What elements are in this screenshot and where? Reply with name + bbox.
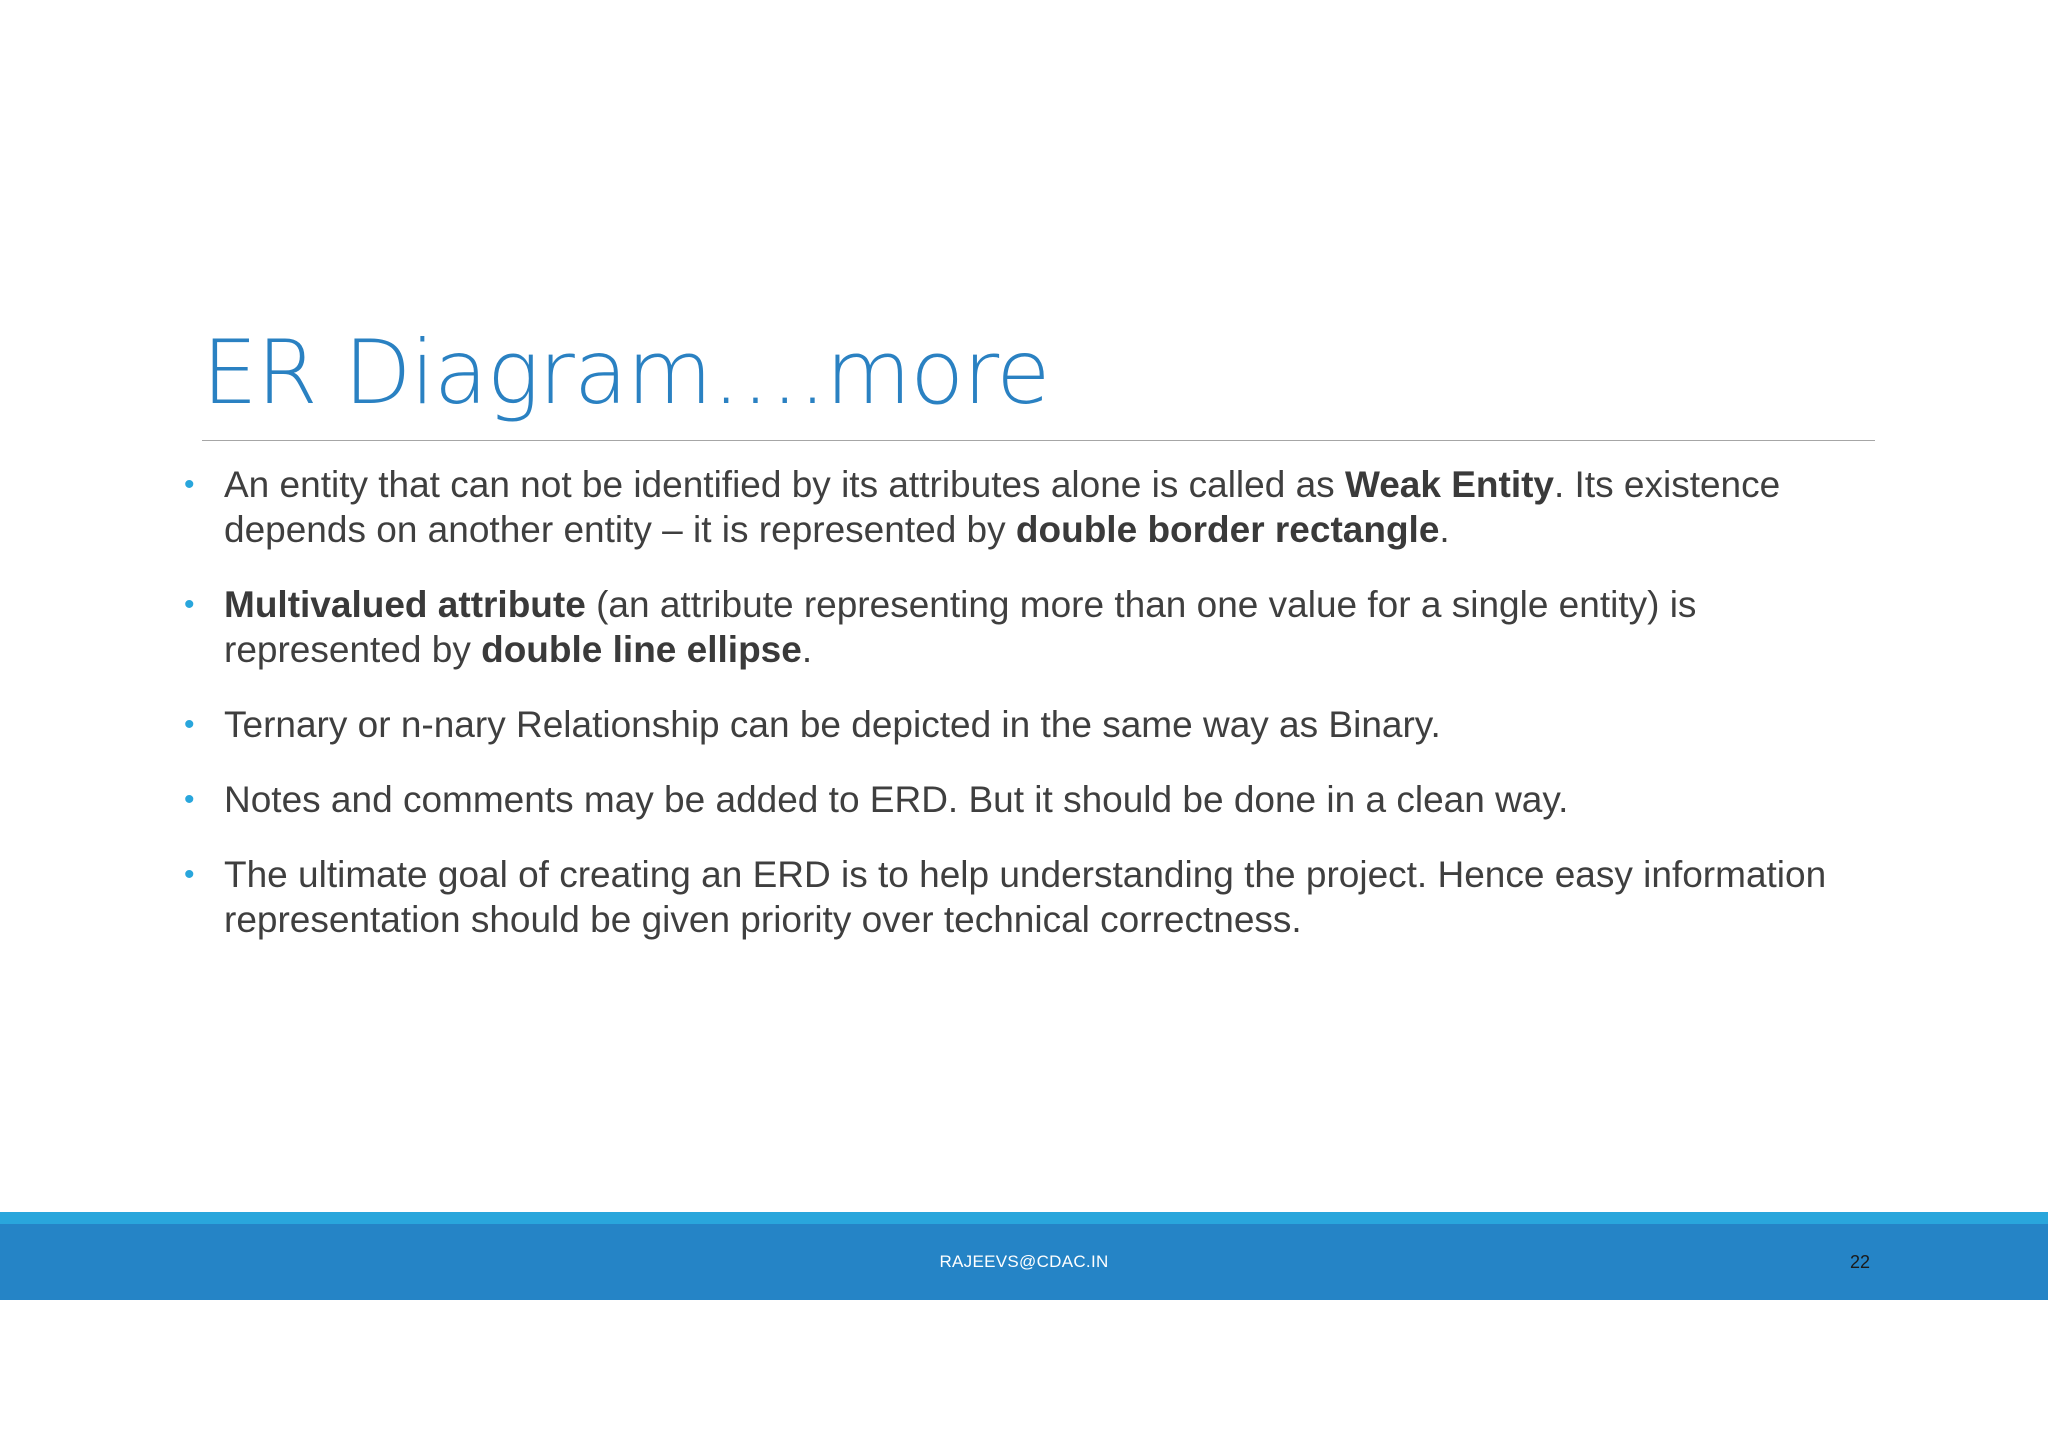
bullet-dot-icon: • bbox=[184, 588, 195, 621]
slide-title: ER Diagram….more bbox=[202, 321, 1050, 424]
title-divider bbox=[202, 440, 1875, 441]
bullet-text: . bbox=[801, 629, 813, 670]
bullet-text: The ultimate goal of creating an ERD is to help understanding the project. Hence easy information representation should be given priority over technical correctness. bbox=[224, 854, 1827, 940]
bullet-bold-term: Weak Entity bbox=[1344, 464, 1554, 505]
footer-accent-strip bbox=[0, 1212, 2048, 1224]
footer-bar bbox=[0, 1224, 2048, 1300]
bullet-item-ternary bbox=[178, 702, 1898, 747]
bullet-dot-icon: • bbox=[184, 468, 195, 501]
page-number: 22 bbox=[1849, 1252, 1871, 1272]
bullet-list bbox=[178, 462, 1898, 972]
bullet-dot-icon: • bbox=[184, 708, 195, 741]
footer-email: RAJEEVS@CDAC.IN bbox=[939, 1252, 1109, 1271]
bullet-text: . bbox=[1439, 509, 1450, 550]
bullet-dot-icon: • bbox=[184, 783, 195, 816]
bullet-text: Ternary or n-nary Relationship can be depicted in the same way as Binary. bbox=[224, 704, 1441, 745]
bullet-item-multivalued bbox=[178, 582, 1898, 672]
bullet-bold-term: double line ellipse bbox=[481, 629, 802, 670]
bullet-bold-term: Multivalued attribute bbox=[224, 584, 586, 625]
bullet-text: An entity that can not be identified by its attributes alone is called as bbox=[224, 464, 1345, 505]
bullet-dot-icon: • bbox=[184, 858, 195, 891]
bullet-text: Notes and comments may be added to ERD. But it should be done in a clean way. bbox=[224, 779, 1569, 820]
bullet-item-notes bbox=[178, 777, 1898, 822]
bullet-bold-term: double border rectangle bbox=[1015, 509, 1440, 550]
bullet-item-goal bbox=[178, 852, 1898, 942]
bullet-item-weak-entity bbox=[178, 462, 1898, 552]
bullet-text: (an attribute representing more than one value for a single entity) is represented by bbox=[224, 584, 1697, 670]
bullet-text: . Its existence depends on another entity – it is represented by bbox=[224, 464, 1781, 550]
